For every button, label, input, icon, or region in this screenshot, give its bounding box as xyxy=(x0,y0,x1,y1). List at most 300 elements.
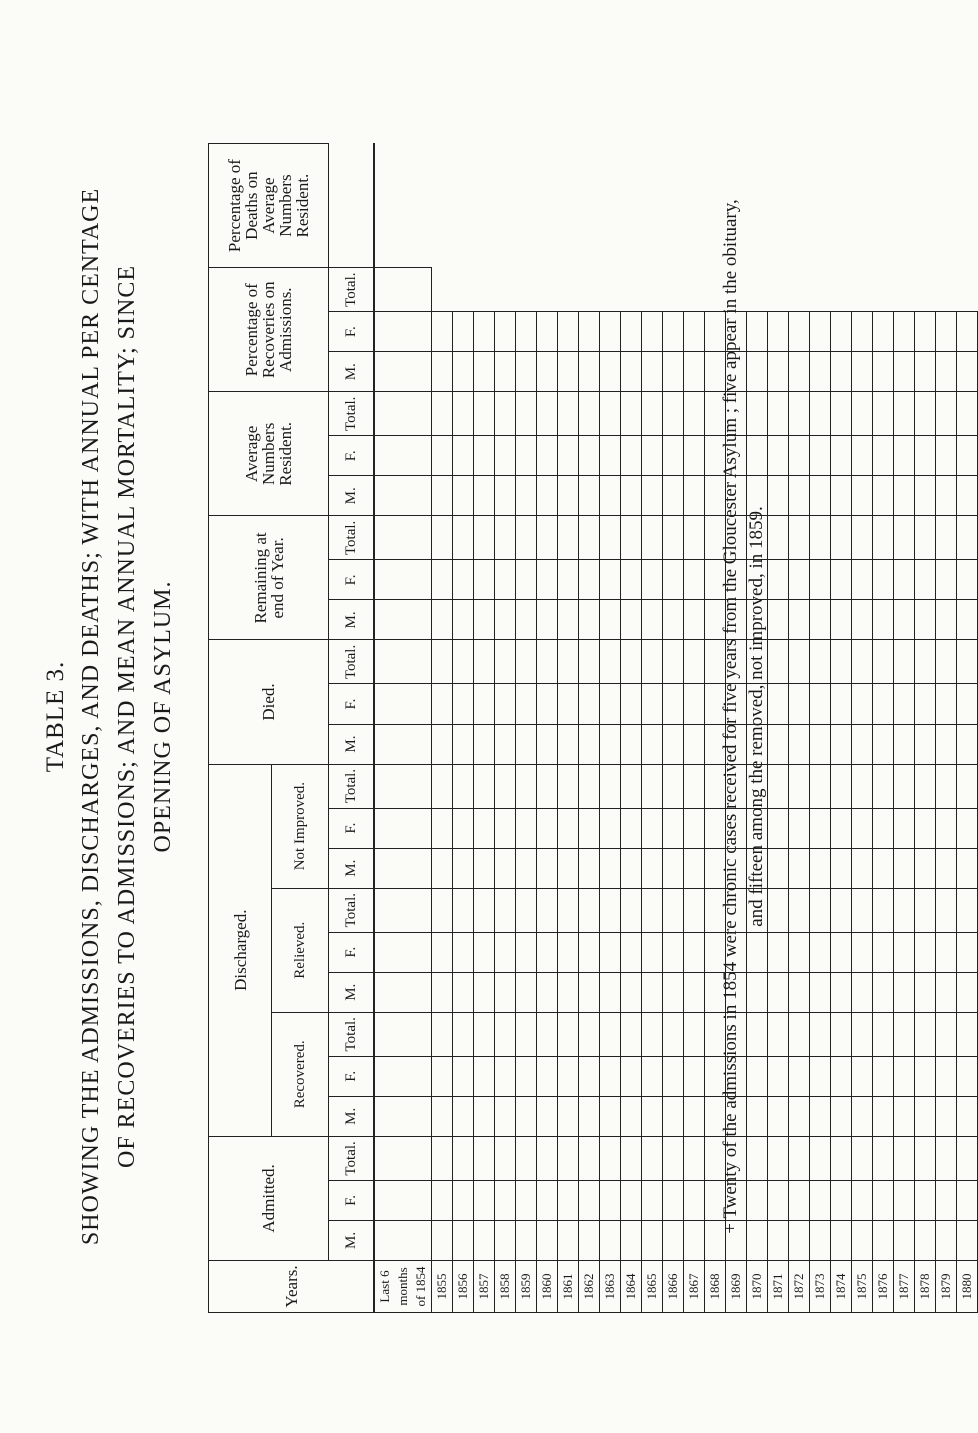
table-row xyxy=(537,144,558,1313)
value-cell xyxy=(579,600,600,640)
value-cell xyxy=(852,724,873,764)
value-cell xyxy=(894,392,915,436)
value-cell xyxy=(642,1056,663,1096)
value-cell xyxy=(558,1056,579,1096)
value-cell xyxy=(558,516,579,560)
value-cell xyxy=(789,600,810,640)
value-cell xyxy=(579,1096,600,1136)
subheader-total: Total. xyxy=(329,1012,375,1056)
value-cell xyxy=(495,516,516,560)
value-cell xyxy=(894,640,915,684)
value-cell xyxy=(495,1056,516,1096)
value-cell xyxy=(936,392,957,436)
value-cell xyxy=(600,1096,621,1136)
value-cell xyxy=(537,932,558,972)
value-cell xyxy=(789,1220,810,1260)
value-cell xyxy=(873,436,894,476)
value-cell xyxy=(642,476,663,516)
value-cell xyxy=(600,932,621,972)
value-cell xyxy=(432,1056,453,1096)
value-cell xyxy=(642,436,663,476)
value-cell xyxy=(831,1220,852,1260)
value-cell xyxy=(600,560,621,600)
value-cell xyxy=(915,516,936,560)
value-cell xyxy=(600,1136,621,1180)
value-cell xyxy=(495,1220,516,1260)
value-cell xyxy=(558,640,579,684)
value-cell xyxy=(873,1220,894,1260)
year-cell: 1872 xyxy=(789,1260,810,1312)
value-cell xyxy=(894,1056,915,1096)
table-row xyxy=(642,144,663,1313)
value-cell xyxy=(915,600,936,640)
value-cell xyxy=(432,352,453,392)
value-cell xyxy=(936,560,957,600)
value-cell xyxy=(789,848,810,888)
value-cell xyxy=(894,352,915,392)
value-cell xyxy=(957,640,978,684)
table-row xyxy=(936,144,957,1313)
value-cell xyxy=(894,1220,915,1260)
value-cell xyxy=(768,516,789,560)
value-cell xyxy=(537,560,558,600)
value-cell xyxy=(936,724,957,764)
header-admitted: Admitted. xyxy=(209,1136,329,1260)
year-cell: 1860 xyxy=(537,1260,558,1312)
table-row xyxy=(873,144,894,1313)
year-cell: 1875 xyxy=(852,1260,873,1312)
value-cell xyxy=(915,888,936,932)
value-cell xyxy=(537,436,558,476)
value-cell xyxy=(894,848,915,888)
value-cell xyxy=(915,436,936,476)
year-cell: 1857 xyxy=(474,1260,495,1312)
year-cell: 1859 xyxy=(516,1260,537,1312)
value-cell xyxy=(642,1180,663,1220)
value-cell xyxy=(684,972,705,1012)
value-cell xyxy=(642,1220,663,1260)
value-cell xyxy=(621,640,642,684)
value-cell xyxy=(495,888,516,932)
subheader-m: M. xyxy=(329,848,375,888)
value-cell xyxy=(516,848,537,888)
value-cell xyxy=(831,808,852,848)
value-cell xyxy=(374,392,432,436)
value-cell xyxy=(936,1220,957,1260)
value-cell xyxy=(600,848,621,888)
value-cell xyxy=(495,724,516,764)
value-cell xyxy=(663,1220,684,1260)
value-cell xyxy=(789,516,810,560)
value-cell xyxy=(600,1056,621,1096)
value-cell xyxy=(768,1012,789,1056)
table-row xyxy=(579,144,600,1313)
value-cell xyxy=(915,724,936,764)
value-cell xyxy=(873,1012,894,1056)
table-row xyxy=(663,144,684,1313)
value-cell xyxy=(516,640,537,684)
value-cell xyxy=(432,312,453,352)
value-cell xyxy=(537,1096,558,1136)
value-cell xyxy=(432,560,453,600)
value-cell xyxy=(873,476,894,516)
year-cell: 1870 xyxy=(747,1260,768,1312)
value-cell xyxy=(642,392,663,436)
value-cell xyxy=(957,1220,978,1260)
value-cell xyxy=(852,848,873,888)
value-cell xyxy=(537,972,558,1012)
value-cell xyxy=(621,392,642,436)
value-cell xyxy=(621,1180,642,1220)
table-row xyxy=(600,144,621,1313)
value-cell xyxy=(894,1180,915,1220)
value-cell xyxy=(915,1096,936,1136)
value-cell xyxy=(374,436,432,476)
value-cell xyxy=(621,1136,642,1180)
value-cell xyxy=(957,808,978,848)
value-cell xyxy=(516,600,537,640)
value-cell xyxy=(516,476,537,516)
value-cell xyxy=(579,888,600,932)
value-cell xyxy=(374,848,432,888)
value-cell xyxy=(915,1012,936,1056)
value-cell xyxy=(474,1096,495,1136)
value-cell xyxy=(495,1012,516,1056)
value-cell xyxy=(957,436,978,476)
value-cell xyxy=(831,1136,852,1180)
value-cell xyxy=(621,516,642,560)
value-cell xyxy=(474,848,495,888)
value-cell xyxy=(663,684,684,724)
value-cell xyxy=(663,972,684,1012)
value-cell xyxy=(600,392,621,436)
value-cell xyxy=(374,560,432,600)
value-cell xyxy=(894,724,915,764)
value-cell xyxy=(915,392,936,436)
value-cell xyxy=(957,1012,978,1056)
value-cell xyxy=(642,724,663,764)
year-cell: 1879 xyxy=(936,1260,957,1312)
value-cell xyxy=(374,640,432,684)
value-cell xyxy=(495,684,516,724)
value-cell xyxy=(600,724,621,764)
table-row xyxy=(957,144,978,1313)
value-cell xyxy=(852,888,873,932)
value-cell xyxy=(957,476,978,516)
table-row xyxy=(374,144,432,1313)
value-cell xyxy=(873,1180,894,1220)
value-cell xyxy=(516,932,537,972)
value-cell xyxy=(537,888,558,932)
value-cell xyxy=(642,1096,663,1136)
value-cell xyxy=(600,764,621,808)
value-cell xyxy=(831,932,852,972)
value-cell xyxy=(663,848,684,888)
value-cell xyxy=(831,1056,852,1096)
value-cell xyxy=(957,600,978,640)
value-cell xyxy=(516,684,537,724)
value-cell xyxy=(579,392,600,436)
value-cell xyxy=(474,1012,495,1056)
value-cell xyxy=(957,848,978,888)
value-cell xyxy=(621,1096,642,1136)
value-cell xyxy=(894,516,915,560)
value-cell xyxy=(432,972,453,1012)
value-cell xyxy=(495,808,516,848)
value-cell xyxy=(852,764,873,808)
subheader-f: F. xyxy=(329,560,375,600)
value-cell xyxy=(789,476,810,516)
value-cell xyxy=(831,972,852,1012)
value-cell xyxy=(474,1220,495,1260)
value-cell xyxy=(516,764,537,808)
subheader-f: F. xyxy=(329,312,375,352)
value-cell xyxy=(474,640,495,684)
value-cell xyxy=(537,600,558,640)
subheader-m: M. xyxy=(329,972,375,1012)
table-row xyxy=(495,144,516,1313)
header-percentage-deaths: Percentage of Deaths on Average Numbers Resident. xyxy=(209,144,329,268)
value-cell xyxy=(374,932,432,972)
value-cell xyxy=(374,888,432,932)
value-cell xyxy=(915,1180,936,1220)
year-cell: 1863 xyxy=(600,1260,621,1312)
value-cell xyxy=(936,848,957,888)
value-cell xyxy=(684,932,705,972)
value-cell xyxy=(642,932,663,972)
value-cell xyxy=(579,1180,600,1220)
value-cell xyxy=(432,1012,453,1056)
value-cell xyxy=(474,724,495,764)
value-cell xyxy=(642,352,663,392)
value-cell xyxy=(579,476,600,516)
value-cell xyxy=(852,1056,873,1096)
value-cell xyxy=(957,1096,978,1136)
value-cell xyxy=(852,932,873,972)
value-cell xyxy=(768,848,789,888)
value-cell xyxy=(621,560,642,600)
value-cell xyxy=(831,764,852,808)
value-cell xyxy=(915,1056,936,1096)
value-cell xyxy=(579,1056,600,1096)
value-cell xyxy=(957,972,978,1012)
value-cell xyxy=(810,684,831,724)
header-not-improved: Not Improved. xyxy=(272,764,329,888)
value-cell xyxy=(432,1096,453,1136)
value-cell xyxy=(621,600,642,640)
value-cell xyxy=(579,1136,600,1180)
table-number: TABLE 3. xyxy=(42,660,69,773)
value-cell xyxy=(663,1012,684,1056)
year-cell: 1865 xyxy=(642,1260,663,1312)
year-cell: 1873 xyxy=(810,1260,831,1312)
value-cell xyxy=(579,932,600,972)
year-cell: 1858 xyxy=(495,1260,516,1312)
value-cell xyxy=(768,684,789,724)
value-cell xyxy=(684,476,705,516)
value-cell xyxy=(831,600,852,640)
value-cell xyxy=(453,1136,474,1180)
value-cell xyxy=(474,684,495,724)
value-cell xyxy=(768,764,789,808)
value-cell xyxy=(621,352,642,392)
subheader-total: Total. xyxy=(329,516,375,560)
value-cell xyxy=(579,972,600,1012)
value-cell xyxy=(432,1136,453,1180)
value-cell xyxy=(453,1180,474,1220)
value-cell xyxy=(768,1220,789,1260)
value-cell xyxy=(789,1180,810,1220)
value-cell xyxy=(936,888,957,932)
value-cell xyxy=(432,684,453,724)
value-cell xyxy=(516,392,537,436)
value-cell xyxy=(516,1096,537,1136)
header-recovered: Recovered. xyxy=(272,1012,329,1136)
value-cell xyxy=(558,972,579,1012)
year-cell: 1869 xyxy=(726,1260,747,1312)
value-cell xyxy=(621,312,642,352)
value-cell xyxy=(810,972,831,1012)
value-cell xyxy=(453,312,474,352)
value-cell xyxy=(789,352,810,392)
value-cell xyxy=(516,516,537,560)
value-cell xyxy=(684,684,705,724)
year-cell: 1880 xyxy=(957,1260,978,1312)
value-cell xyxy=(831,640,852,684)
value-cell xyxy=(432,516,453,560)
value-cell xyxy=(558,352,579,392)
value-cell xyxy=(852,1096,873,1136)
value-cell xyxy=(579,560,600,600)
value-cell xyxy=(432,808,453,848)
value-cell xyxy=(474,764,495,808)
value-cell xyxy=(789,1056,810,1096)
value-cell xyxy=(957,1056,978,1096)
table-row xyxy=(831,144,852,1313)
value-cell xyxy=(453,764,474,808)
value-cell xyxy=(957,888,978,932)
value-cell xyxy=(537,724,558,764)
value-cell xyxy=(936,312,957,352)
value-cell xyxy=(789,560,810,600)
subheader-total: Total. xyxy=(329,268,375,312)
value-cell xyxy=(621,724,642,764)
value-cell xyxy=(936,932,957,972)
table-row xyxy=(810,144,831,1313)
value-cell xyxy=(374,516,432,560)
value-cell xyxy=(894,476,915,516)
value-cell xyxy=(579,640,600,684)
value-cell xyxy=(852,972,873,1012)
value-cell xyxy=(558,476,579,516)
value-cell xyxy=(474,972,495,1012)
value-cell xyxy=(516,312,537,352)
subheader-f: F. xyxy=(329,1180,375,1220)
value-cell xyxy=(873,888,894,932)
value-cell xyxy=(600,1220,621,1260)
value-cell xyxy=(516,808,537,848)
value-cell xyxy=(558,764,579,808)
value-cell xyxy=(537,516,558,560)
value-cell xyxy=(558,1220,579,1260)
value-cell xyxy=(537,808,558,848)
value-cell xyxy=(684,1220,705,1260)
value-cell xyxy=(852,312,873,352)
subheader-total: Total. xyxy=(329,392,375,436)
value-cell xyxy=(789,972,810,1012)
value-cell xyxy=(894,932,915,972)
year-cell: 1862 xyxy=(579,1260,600,1312)
value-cell xyxy=(873,352,894,392)
value-cell xyxy=(558,808,579,848)
value-cell xyxy=(374,1136,432,1180)
value-cell xyxy=(852,352,873,392)
value-cell xyxy=(642,764,663,808)
value-cell xyxy=(453,476,474,516)
value-cell xyxy=(852,600,873,640)
value-cell xyxy=(432,724,453,764)
header-percentage-recoveries: Percentage of Recoveries on Admissions. xyxy=(209,268,329,392)
value-cell xyxy=(810,848,831,888)
value-cell xyxy=(663,1180,684,1220)
value-cell xyxy=(374,1180,432,1220)
value-cell xyxy=(495,764,516,808)
footnote-line-1: + Twenty of the admissions in 1854 were chronic cases received for five years from the Gloucester Asylum ; five appear in the obituary, xyxy=(720,199,741,1234)
value-cell xyxy=(768,972,789,1012)
value-cell xyxy=(663,600,684,640)
table-row xyxy=(915,144,936,1313)
value-cell xyxy=(579,352,600,392)
value-cell xyxy=(810,724,831,764)
value-cell xyxy=(621,1056,642,1096)
value-cell xyxy=(432,392,453,436)
value-cell xyxy=(558,560,579,600)
value-cell xyxy=(663,724,684,764)
footnote-line-2: and fifteen among the removed, not improved, in 1859. xyxy=(746,506,767,927)
value-cell xyxy=(789,1136,810,1180)
value-cell xyxy=(537,352,558,392)
value-cell xyxy=(537,392,558,436)
value-cell xyxy=(537,1136,558,1180)
value-cell xyxy=(474,392,495,436)
value-cell xyxy=(684,808,705,848)
value-cell xyxy=(642,808,663,848)
table-row xyxy=(432,144,453,1313)
value-cell xyxy=(495,1096,516,1136)
value-cell xyxy=(810,392,831,436)
value-cell xyxy=(600,888,621,932)
value-cell xyxy=(915,1220,936,1260)
value-cell xyxy=(915,560,936,600)
value-cell xyxy=(537,1220,558,1260)
value-cell xyxy=(663,932,684,972)
value-cell xyxy=(642,600,663,640)
value-cell xyxy=(957,392,978,436)
value-cell xyxy=(663,352,684,392)
value-cell xyxy=(474,312,495,352)
value-cell xyxy=(684,764,705,808)
value-cell xyxy=(789,808,810,848)
value-cell xyxy=(789,724,810,764)
value-cell xyxy=(558,600,579,640)
value-cell xyxy=(684,724,705,764)
value-cell xyxy=(831,724,852,764)
value-cell xyxy=(621,1012,642,1056)
value-cell xyxy=(495,1180,516,1220)
value-cell xyxy=(810,476,831,516)
value-cell xyxy=(579,1012,600,1056)
value-cell xyxy=(915,684,936,724)
